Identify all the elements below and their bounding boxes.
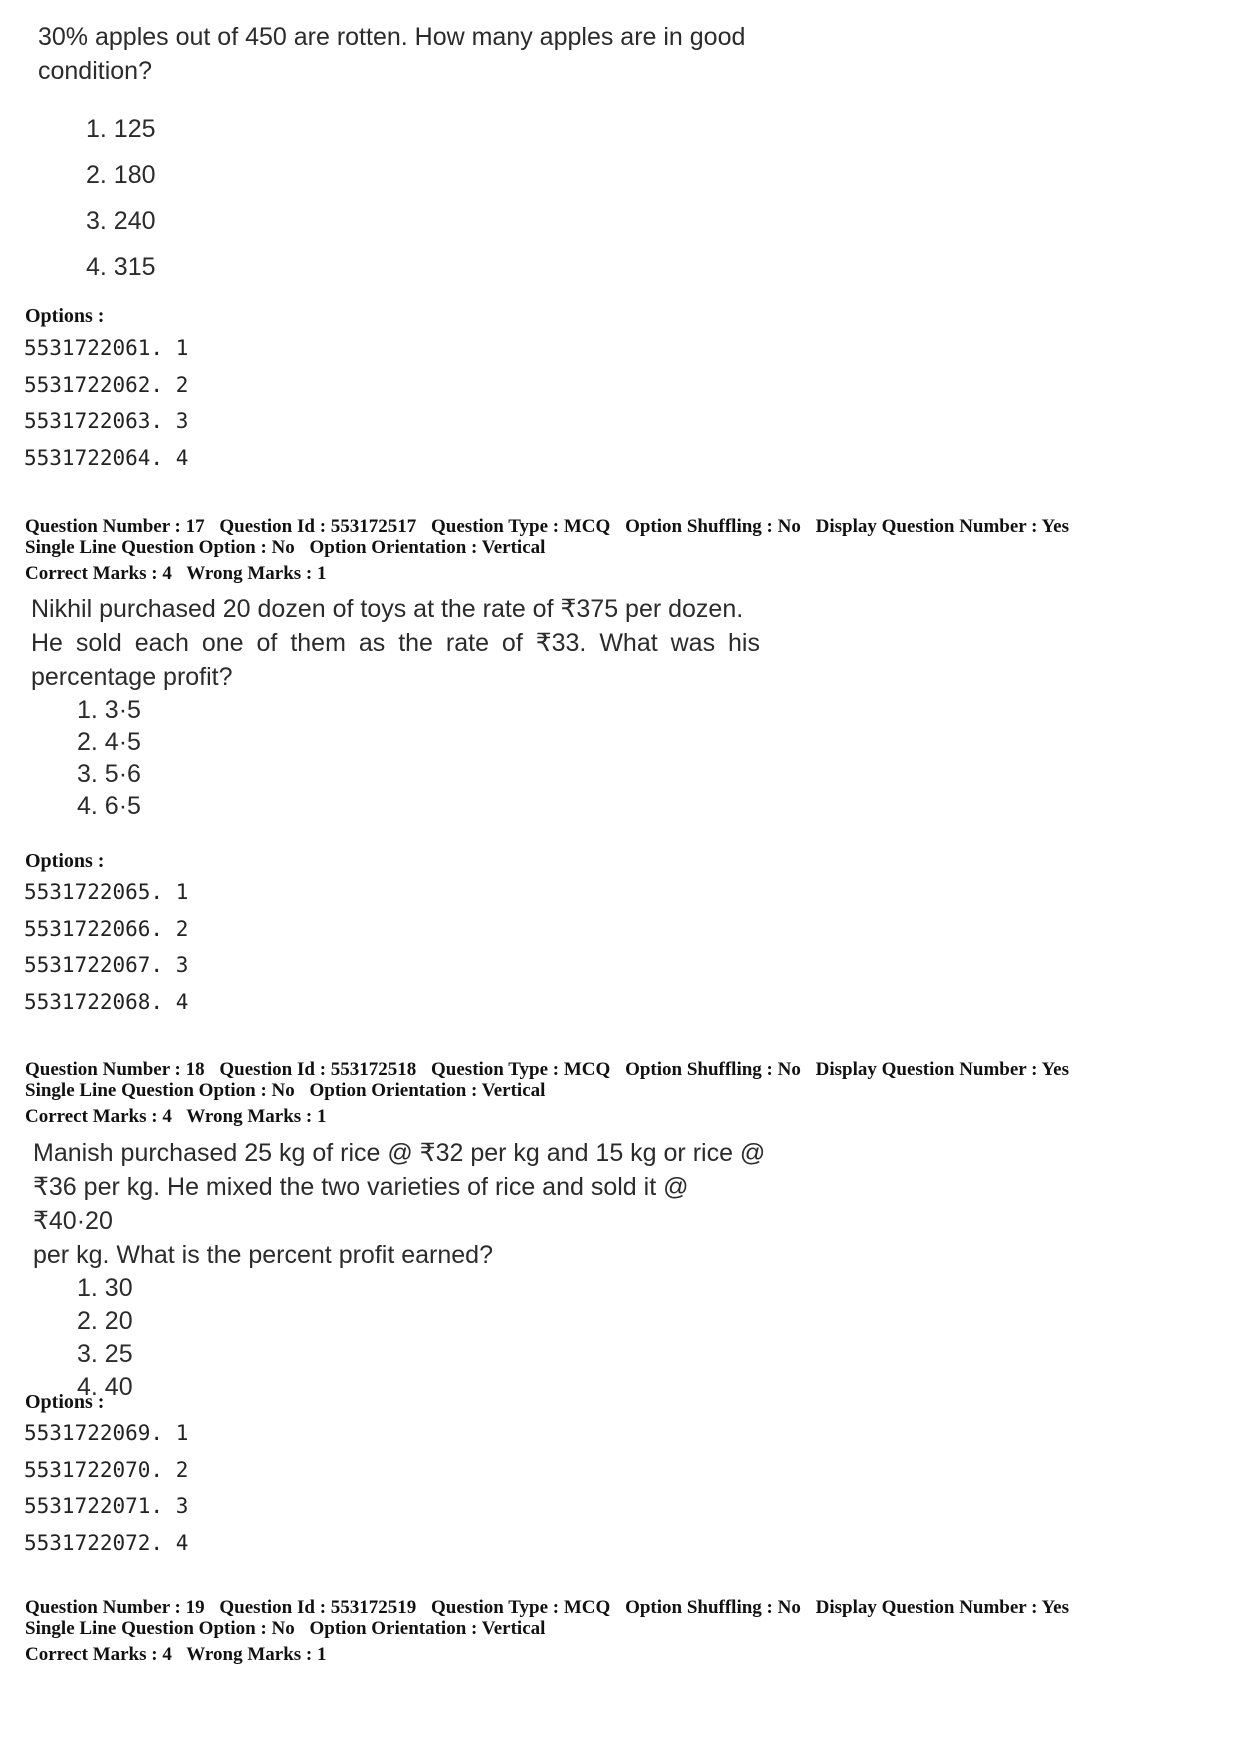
question-type: Question Type : MCQ <box>431 1059 611 1080</box>
question-stem-line: condition? <box>38 57 152 85</box>
correct-marks: Correct Marks : 4 <box>25 1644 172 1665</box>
display-question-number: Display Question Number : Yes <box>815 1059 1069 1080</box>
options-label: Options : <box>25 305 105 327</box>
option-id: 5531722068. 4 <box>24 990 189 1015</box>
question-id: Question Id : 553172519 <box>219 1597 417 1618</box>
option-id: 5531722064. 4 <box>24 446 189 471</box>
question-stem-line: ₹36 per kg. He mixed the two varieties of rice and sold it @ ₹40·20 <box>33 1173 689 1235</box>
option-id: 5531722067. 3 <box>24 953 189 978</box>
option-id: 5531722061. 1 <box>24 336 189 360</box>
option-id: 5531722072. 4 <box>24 1531 189 1556</box>
answer-choice: 1. 30 <box>77 1274 133 1302</box>
option-shuffling: Option Shuffling : No <box>625 516 801 537</box>
answer-choice: 3. 5·6 <box>77 760 141 788</box>
option-shuffling: Option Shuffling : No <box>625 1059 801 1080</box>
question-number: Question Number : 18 <box>25 1059 205 1080</box>
option-shuffling: Option Shuffling : No <box>625 1597 801 1618</box>
option-id: 5531722063. 3 <box>24 409 189 434</box>
answer-choice-list <box>77 1272 773 1404</box>
question-stem-line: percentage profit? <box>31 663 233 691</box>
single-line-option: Single Line Question Option : No <box>25 1618 295 1639</box>
answer-choice-list <box>86 106 745 290</box>
answer-choice-list <box>77 694 771 822</box>
option-id: 5531722069. 1 <box>24 1421 189 1445</box>
option-id-list <box>24 1415 188 1562</box>
question-stem-line: 30% apples out of 450 are rotten. How many apples are in good <box>38 23 746 51</box>
question-18-meta <box>25 1059 1079 1127</box>
option-orientation: Option Orientation : Vertical <box>309 537 546 558</box>
question-type: Question Type : MCQ <box>431 516 611 537</box>
wrong-marks: Wrong Marks : 1 <box>186 563 327 584</box>
answer-choice: 3. 240 <box>86 207 156 235</box>
answer-choice: 2. 4·5 <box>77 728 141 756</box>
single-line-option: Single Line Question Option : No <box>25 1080 295 1101</box>
question-17-meta <box>25 516 1079 584</box>
answer-choice: 1. 3·5 <box>77 696 141 724</box>
display-question-number: Display Question Number : Yes <box>815 516 1069 537</box>
correct-marks: Correct Marks : 4 <box>25 1106 172 1127</box>
question-17-image <box>31 592 771 822</box>
answer-choice: 4. 40 <box>77 1373 133 1401</box>
answer-choice: 2. 180 <box>86 161 156 189</box>
question-number: Question Number : 19 <box>25 1597 205 1618</box>
question-stem-line: Manish purchased 25 kg of rice @ ₹32 per kg and 15 kg or rice @ <box>33 1139 766 1167</box>
options-label: Options : <box>25 1391 105 1413</box>
options-label: Options : <box>25 850 105 872</box>
question-type: Question Type : MCQ <box>431 1597 611 1618</box>
option-orientation: Option Orientation : Vertical <box>309 1618 546 1639</box>
display-question-number: Display Question Number : Yes <box>815 1597 1069 1618</box>
option-id-list <box>24 874 188 1021</box>
question-19-meta <box>25 1597 1079 1665</box>
wrong-marks: Wrong Marks : 1 <box>186 1106 327 1127</box>
question-id: Question Id : 553172517 <box>219 516 417 537</box>
answer-choice: 1. 125 <box>86 115 156 143</box>
option-id: 5531722066. 2 <box>24 916 189 941</box>
answer-choice: 4. 315 <box>86 253 156 281</box>
option-id-list <box>24 330 188 477</box>
option-id: 5531722071. 3 <box>24 1494 189 1519</box>
question-stem-line: per kg. What is the percent profit earned? <box>33 1241 493 1269</box>
answer-choice: 4. 6·5 <box>77 792 141 820</box>
question-stem-line: He sold each one of them as the rate of ₹33. What was his <box>31 629 760 657</box>
single-line-option: Single Line Question Option : No <box>25 537 295 558</box>
question-18-image <box>33 1136 773 1404</box>
question-16-image <box>38 20 745 290</box>
option-id: 5531722065. 1 <box>24 880 189 904</box>
question-id: Question Id : 553172518 <box>219 1059 417 1080</box>
wrong-marks: Wrong Marks : 1 <box>186 1644 327 1665</box>
question-stem-line: Nikhil purchased 20 dozen of toys at the rate of ₹375 per dozen. <box>31 595 744 623</box>
question-number: Question Number : 17 <box>25 516 205 537</box>
option-orientation: Option Orientation : Vertical <box>309 1080 546 1101</box>
option-id: 5531722062. 2 <box>24 372 189 397</box>
answer-choice: 2. 20 <box>77 1307 133 1335</box>
correct-marks: Correct Marks : 4 <box>25 563 172 584</box>
option-id: 5531722070. 2 <box>24 1457 189 1482</box>
answer-choice: 3. 25 <box>77 1340 133 1368</box>
